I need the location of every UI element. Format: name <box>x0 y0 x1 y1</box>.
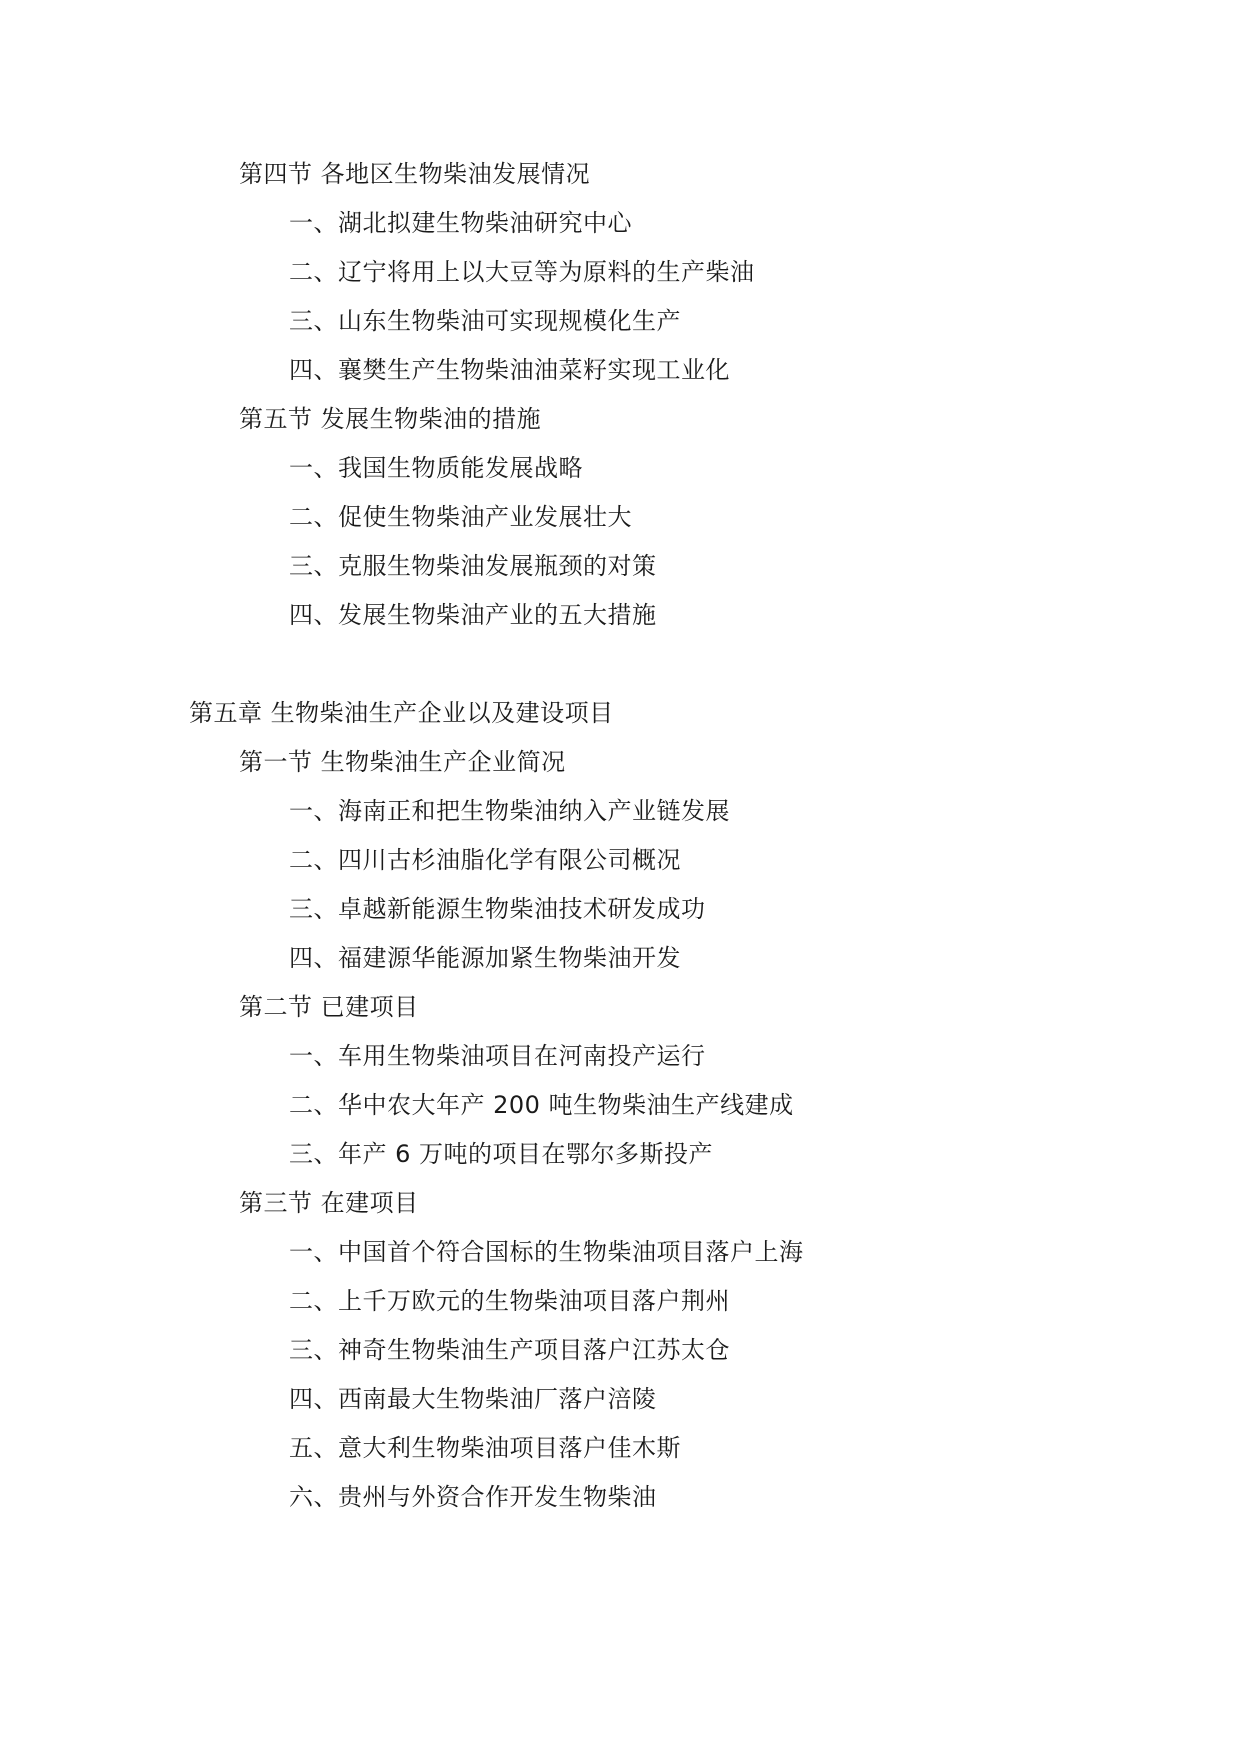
section-heading: 第五节 发展生物柴油的措施 <box>239 405 542 433</box>
list-item: 四、福建源华能源加紧生物柴油开发 <box>289 944 681 972</box>
list-item: 三、克服生物柴油发展瓶颈的对策 <box>289 552 657 580</box>
list-item: 一、海南正和把生物柴油纳入产业链发展 <box>289 797 730 825</box>
section-heading: 第四节 各地区生物柴油发展情况 <box>239 160 591 188</box>
list-item: 三、年产 6 万吨的项目在鄂尔多斯投产 <box>289 1140 714 1168</box>
list-item: 二、四川古杉油脂化学有限公司概况 <box>289 846 681 874</box>
list-item: 三、山东生物柴油可实现规模化生产 <box>289 307 681 335</box>
list-item: 一、我国生物质能发展战略 <box>289 454 583 482</box>
chapter-heading: 第五章 生物柴油生产企业以及建设项目 <box>189 699 614 727</box>
list-item: 二、促使生物柴油产业发展壮大 <box>289 503 632 531</box>
list-item: 五、意大利生物柴油项目落户佳木斯 <box>289 1434 681 1462</box>
list-item: 一、湖北拟建生物柴油研究中心 <box>289 209 632 237</box>
list-item: 二、华中农大年产 200 吨生物柴油生产线建成 <box>289 1091 794 1119</box>
list-item: 四、发展生物柴油产业的五大措施 <box>289 601 657 629</box>
list-item: 一、中国首个符合国标的生物柴油项目落户上海 <box>289 1238 804 1266</box>
list-item: 二、辽宁将用上以大豆等为原料的生产柴油 <box>289 258 755 286</box>
list-item: 六、贵州与外资合作开发生物柴油 <box>289 1483 657 1511</box>
section-heading: 第三节 在建项目 <box>239 1189 419 1217</box>
list-item: 四、襄樊生产生物柴油油菜籽实现工业化 <box>289 356 730 384</box>
list-item: 三、神奇生物柴油生产项目落户江苏太仓 <box>289 1336 730 1364</box>
list-item: 二、上千万欧元的生物柴油项目落户荆州 <box>289 1287 730 1315</box>
list-item: 一、车用生物柴油项目在河南投产运行 <box>289 1042 706 1070</box>
list-item: 三、卓越新能源生物柴油技术研发成功 <box>289 895 706 923</box>
section-heading: 第一节 生物柴油生产企业简况 <box>239 748 566 776</box>
section-heading: 第二节 已建项目 <box>239 993 419 1021</box>
list-item: 四、西南最大生物柴油厂落户涪陵 <box>289 1385 657 1413</box>
